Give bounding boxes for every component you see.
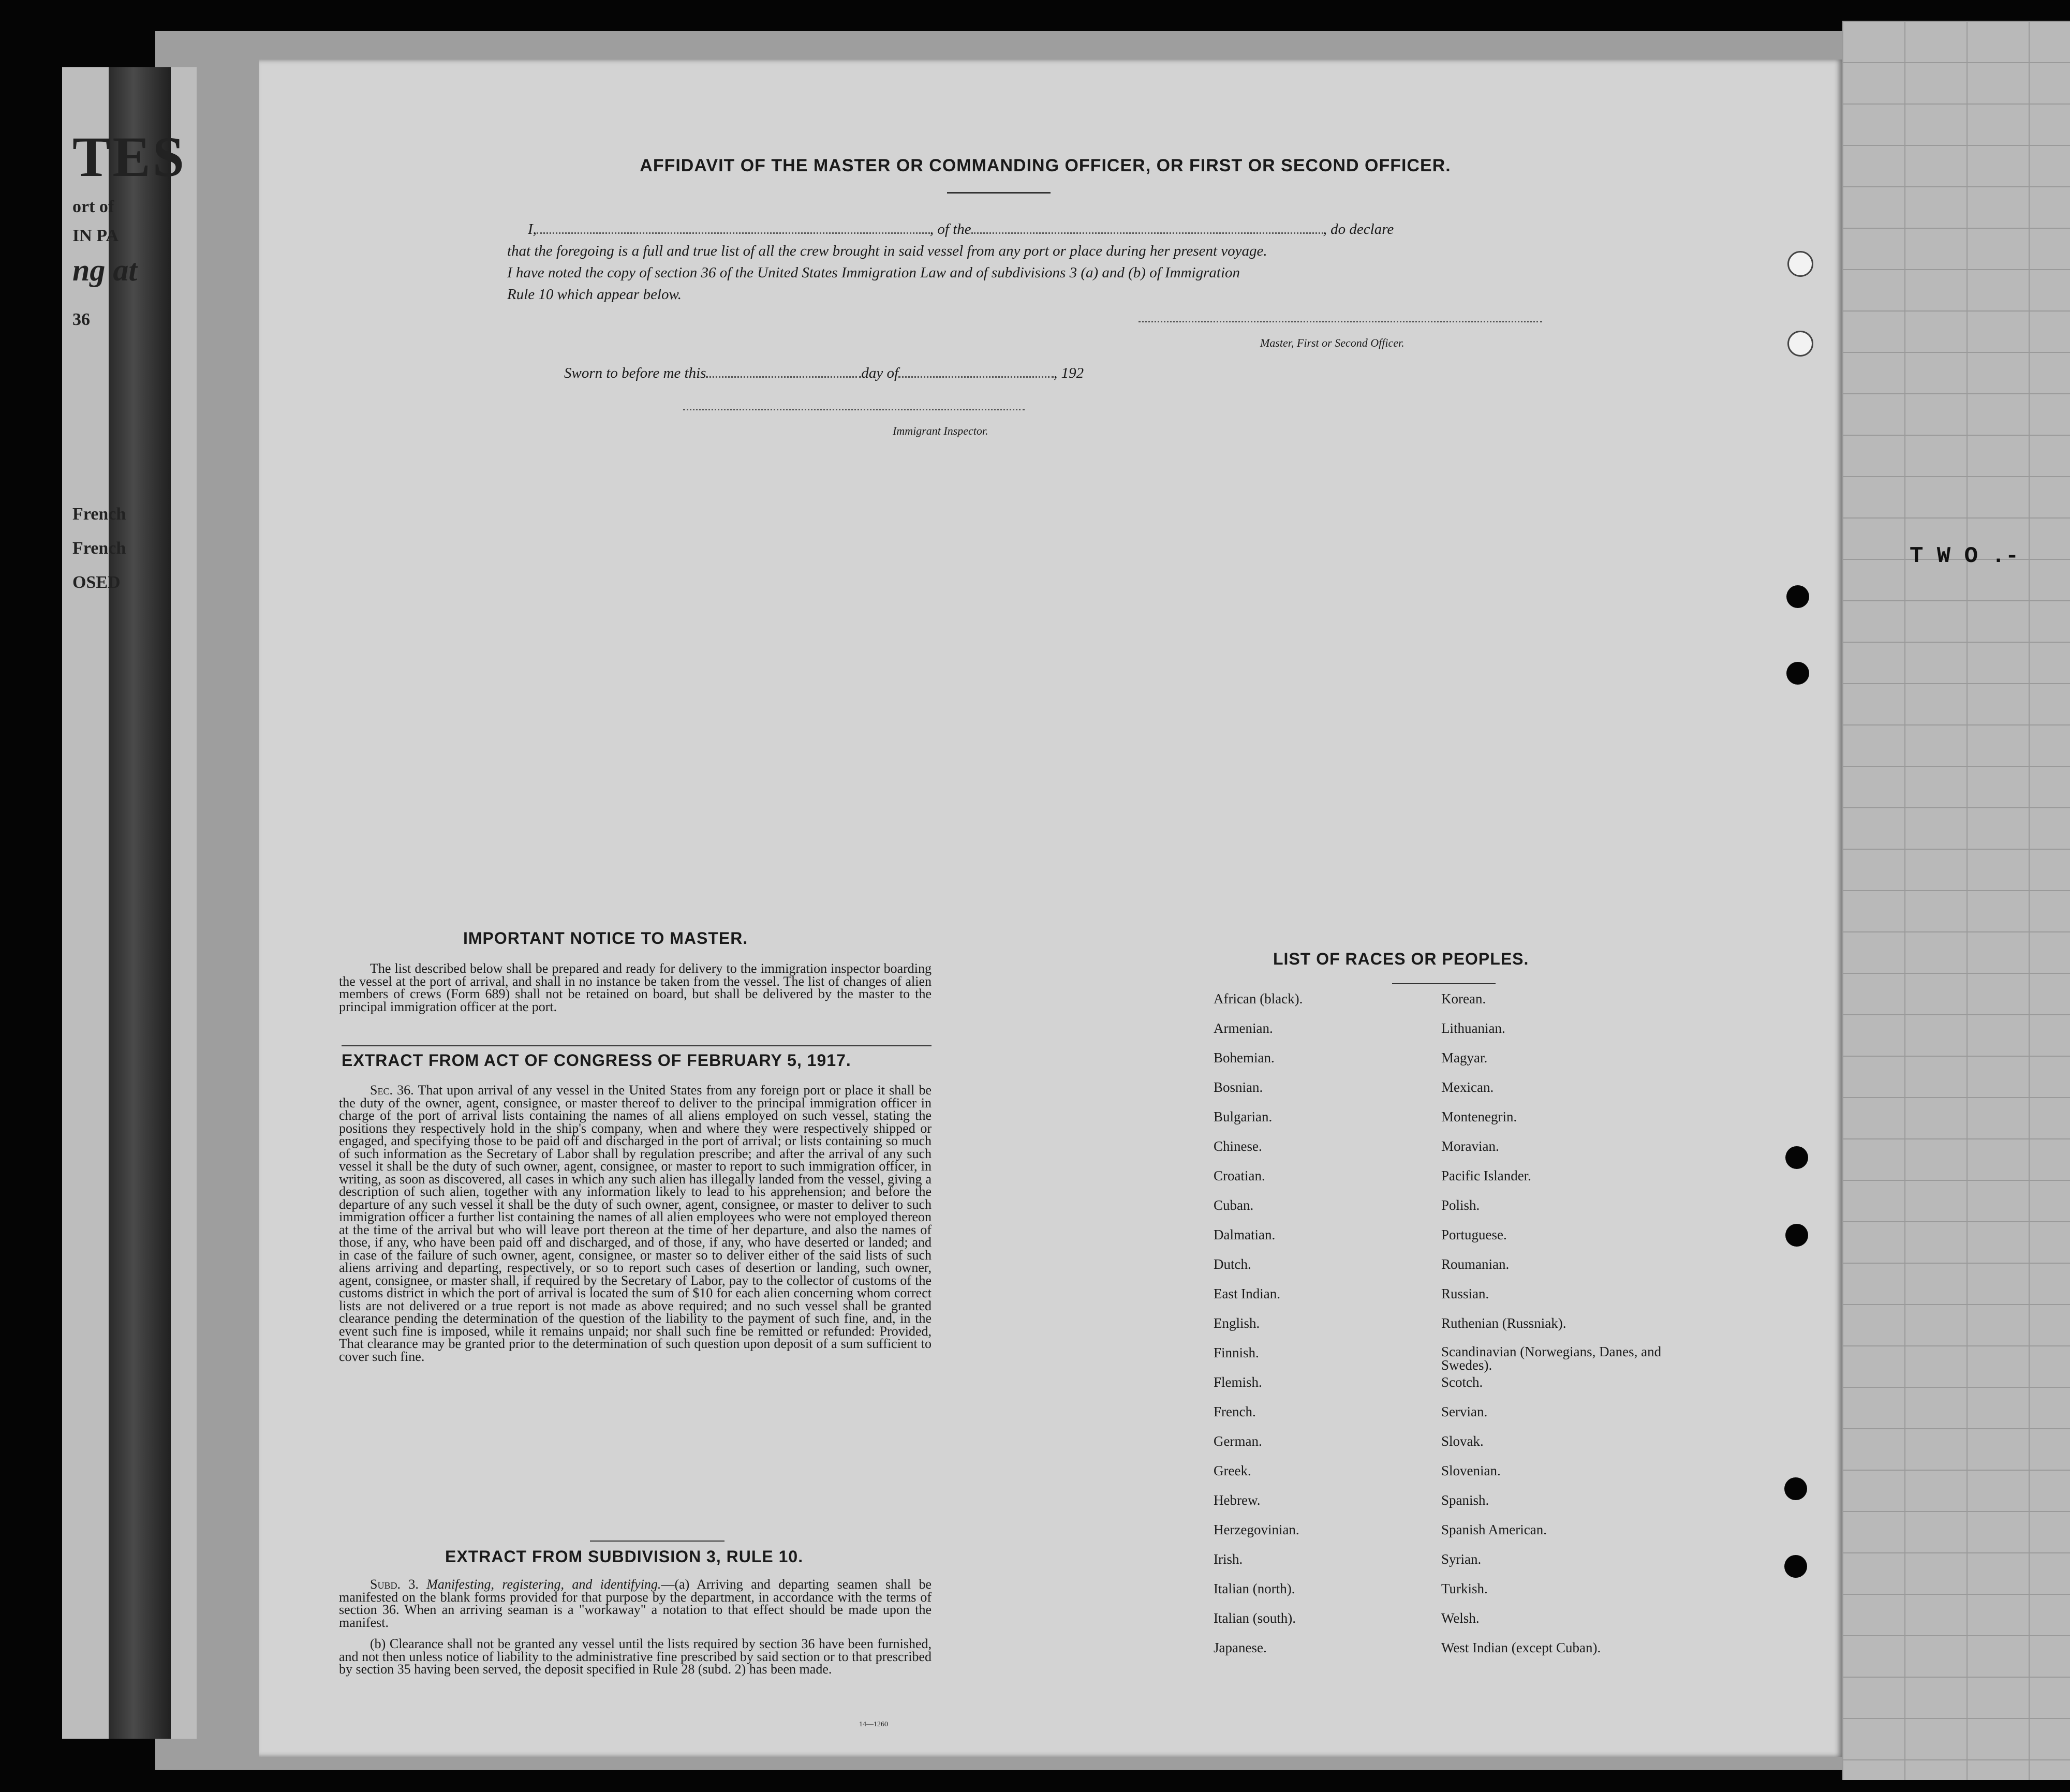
vessel-field[interactable] [971, 232, 1323, 234]
race-item: Cuban. [1214, 1197, 1254, 1213]
race-item: East Indian. [1214, 1286, 1280, 1301]
race-item: Bohemian. [1214, 1050, 1275, 1065]
races-column-1 [1214, 991, 1303, 1669]
race-item: Armenian. [1214, 1020, 1273, 1036]
punch-hole [1786, 585, 1809, 608]
race-item: Scotch. [1441, 1374, 1483, 1390]
master-signature-field[interactable] [1138, 321, 1542, 322]
sworn-day-field[interactable] [706, 376, 861, 378]
race-item: Slovak. [1441, 1433, 1484, 1449]
act-heading: EXTRACT FROM ACT OF CONGRESS OF FEBRUARY 5, 1917. [342, 1051, 851, 1070]
race-item: West Indian (except Cuban). [1441, 1640, 1601, 1655]
rule-para-a-text: —(a) Arriving and departing seamen shall be manifested on the blank forms provided for that purpose by the department, in accordance with the terms of section 36. When an arriving seaman is a "workaway" a notation to that effect should be made upon the manifest. [339, 1577, 932, 1630]
inspector-signature-label: Immigrant Inspector. [893, 424, 988, 437]
punch-hole [1785, 1146, 1808, 1169]
race-item: Dalmatian. [1214, 1227, 1276, 1242]
declaration-mid: , of the [929, 221, 971, 238]
race-item: Finnish. [1214, 1345, 1259, 1360]
act-section-label: Sec. 36. [370, 1083, 414, 1098]
races-heading: LIST OF RACES OR PEOPLES. [1273, 950, 1529, 968]
punch-hole [1785, 1224, 1808, 1247]
punch-hole [1784, 1555, 1807, 1578]
act-body: That upon arrival of any vessel in the United States from any foreign port or place it shall be the duty of the owner, agent, consignee, or master thereof to deliver to the principal immigration officer in charge of the port of arrival lists containing the names of all aliens employed on such vessel, stating the positions they respectively hold in the ship's company, when and where they were respectively shipped or engaged, and specifying those to be paid off and discharged in the port of arrival; or lists containing so much of such information as the Secretary of Labor shall by regulation prescribe; and after the arrival of any such vessel it shall be the duty of such owner, agent, consignee, or master to report to such immigration officer, in writing, as soon as discovered, all cases in which any such alien has illegally landed from the vessel, giving a description of such alien, together with any information likely to lead to his apprehension; and before the departure of any such vessel it shall be the duty of such owner, agent, consignee, or master to deliver to such immigration officer a further list containing the names of all alien employees who were not employed thereon at the time of the arrival but who will leave port thereon at the time of her departure, and also the names of those, if any, who have been paid off and discharged, and of those, if any, who have deserted or landed; and in case of the failure of such owner, agent, consignee, or master so to deliver either of the said lists of such aliens arriving and departing, respectively, or so to report such cases of desertion or landing, such owner, agent, consignee, or master shall, if required by the Secretary of Labor, pay to the collector of customs of the customs district in which the port of arrival is located the sum of $10 for each alien concerning whom correct lists are not delivered or a true report is not made as above required; and no such vessel shall be granted clearance pending the determination of the question of the liability to the payment of such fine, and, in the event such fine is imposed, while it remains unpaid; nor shall such fine be remitted or refunded: Provided, That clearance may be granted prior to the determination of such question upon deposit of a sum sufficient to cover such fine. [339, 1083, 931, 1364]
declaration-line-4: Rule 10 which appear below. [507, 286, 682, 303]
fragment-line: French [72, 505, 126, 524]
declaration-line-2: that the foregoing is a full and true list of all the crew brought in said vessel from any port or place during her present voyage. [507, 243, 1267, 259]
race-item: Bulgarian. [1214, 1109, 1273, 1124]
race-item: Portuguese. [1441, 1227, 1507, 1242]
notice-text: The list described below shall be prepared and ready for delivery to the immigration inspector boarding the vessel at the port of arrival, and shall in no instance be taken from the vessel. The list of changes of alien members of crews (Form 689) shall not be retained on board, but shall be delivered by the master to the principal immigration officer at the port. [339, 961, 931, 1014]
notice-divider [342, 1045, 931, 1046]
fragment-line: French [72, 539, 126, 558]
race-item: English. [1214, 1315, 1260, 1331]
race-item: Welsh. [1441, 1610, 1480, 1626]
race-item: Irish. [1214, 1551, 1243, 1567]
sworn-day-label: day of [861, 365, 899, 381]
fragment-line: 36 [72, 310, 90, 329]
act-divider [590, 1541, 724, 1542]
rule-subd-label: Subd. 3. [370, 1577, 419, 1592]
name-field[interactable] [537, 232, 930, 234]
race-item: Moravian. [1441, 1138, 1499, 1154]
race-item: Slovenian. [1441, 1463, 1501, 1478]
race-item: Spanish American. [1441, 1522, 1547, 1537]
race-item: Greek. [1214, 1463, 1251, 1478]
fragment-line: OSED [72, 573, 121, 592]
race-item: Hebrew. [1214, 1492, 1261, 1508]
race-item: Russian. [1441, 1286, 1489, 1301]
race-item: Polish. [1441, 1197, 1480, 1213]
race-item: German. [1214, 1433, 1262, 1449]
declaration-end: , do declare [1323, 221, 1394, 238]
race-item: Italian (south). [1214, 1610, 1296, 1626]
act-text [339, 1084, 931, 1363]
race-item: Servian. [1441, 1404, 1488, 1419]
rule-heading: EXTRACT FROM SUBDIVISION 3, RULE 10. [445, 1547, 804, 1566]
declaration-line [528, 221, 1394, 238]
rule-subd-title: Manifesting, registering, and identifying. [426, 1577, 661, 1592]
fragment-heading: TES [72, 125, 186, 188]
punch-hole [1786, 662, 1809, 685]
punch-hole [1787, 251, 1813, 277]
race-item: Flemish. [1214, 1374, 1262, 1390]
inspector-signature-field[interactable] [683, 409, 1025, 410]
title-divider [947, 192, 1051, 194]
punch-hole [1784, 1477, 1807, 1500]
form-page [259, 60, 1842, 1757]
race-item: African (black). [1214, 991, 1303, 1006]
race-item: Magyar. [1441, 1050, 1488, 1065]
race-item: Dutch. [1214, 1256, 1251, 1272]
declaration-start: I, [528, 221, 537, 238]
race-item: Japanese. [1214, 1640, 1267, 1655]
fragment-line: IN PA [72, 226, 119, 245]
race-item: Pacific Islander. [1441, 1168, 1531, 1183]
race-item: Turkish. [1441, 1581, 1488, 1596]
master-signature-label: Master, First or Second Officer. [1260, 336, 1404, 349]
sworn-month-field[interactable] [898, 376, 1054, 378]
right-background-sheet [1842, 21, 2070, 1780]
races-divider [1392, 983, 1496, 984]
race-item: Herzegovinian. [1214, 1522, 1299, 1537]
race-item: Montenegrin. [1441, 1109, 1517, 1124]
race-item: Chinese. [1214, 1138, 1262, 1154]
form-number: 14—1260 [859, 1721, 888, 1728]
race-item: Korean. [1441, 991, 1486, 1006]
affidavit-title: AFFIDAVIT OF THE MASTER OR COMMANDING OFFICER, OR FIRST OR SECOND OFFICER. [640, 156, 1451, 175]
race-item: Ruthenian (Russniak). [1441, 1315, 1566, 1331]
race-item: Mexican. [1441, 1079, 1494, 1095]
race-item: Roumanian. [1441, 1256, 1510, 1272]
rule-para-b: (b) Clearance shall not be granted any vessel until the lists required by section 36 have been furnished, and not then unless notice of liability to the administrative fine prescribed by said section or to that prescribed by section 35 having been served, the deposit specified in Rule 28 (subd. 2) has been made. [339, 1636, 931, 1677]
race-item: Bosnian. [1214, 1079, 1263, 1095]
rule-para-a [339, 1578, 931, 1629]
race-item: French. [1214, 1404, 1256, 1419]
race-item: Croatian. [1214, 1168, 1265, 1183]
sworn-year-label: , 192 [1054, 365, 1084, 381]
fragment-line: ort of [72, 197, 114, 216]
fragment-line: ng at [72, 253, 138, 287]
race-item: Italian (north). [1214, 1581, 1295, 1596]
sworn-start: Sworn to before me this [564, 365, 706, 381]
race-item: Lithuanian. [1441, 1020, 1505, 1036]
punch-hole [1787, 331, 1813, 357]
race-item: Spanish. [1441, 1492, 1489, 1508]
races-column-2 [1441, 991, 1669, 1669]
race-item: Scandinavian (Norwegians, Danes, and Swedes). [1441, 1344, 1662, 1373]
right-page-fragment: T W O .- [1910, 543, 2019, 569]
sworn-line [564, 365, 1084, 382]
declaration-line-3: I have noted the copy of section 36 of the United States Immigration Law and of subdivisions 3 (a) and (b) of Immigration [507, 264, 1240, 281]
left-page-fragment [72, 124, 186, 595]
notice-heading: IMPORTANT NOTICE TO MASTER. [463, 929, 748, 947]
race-item: Syrian. [1441, 1551, 1482, 1567]
